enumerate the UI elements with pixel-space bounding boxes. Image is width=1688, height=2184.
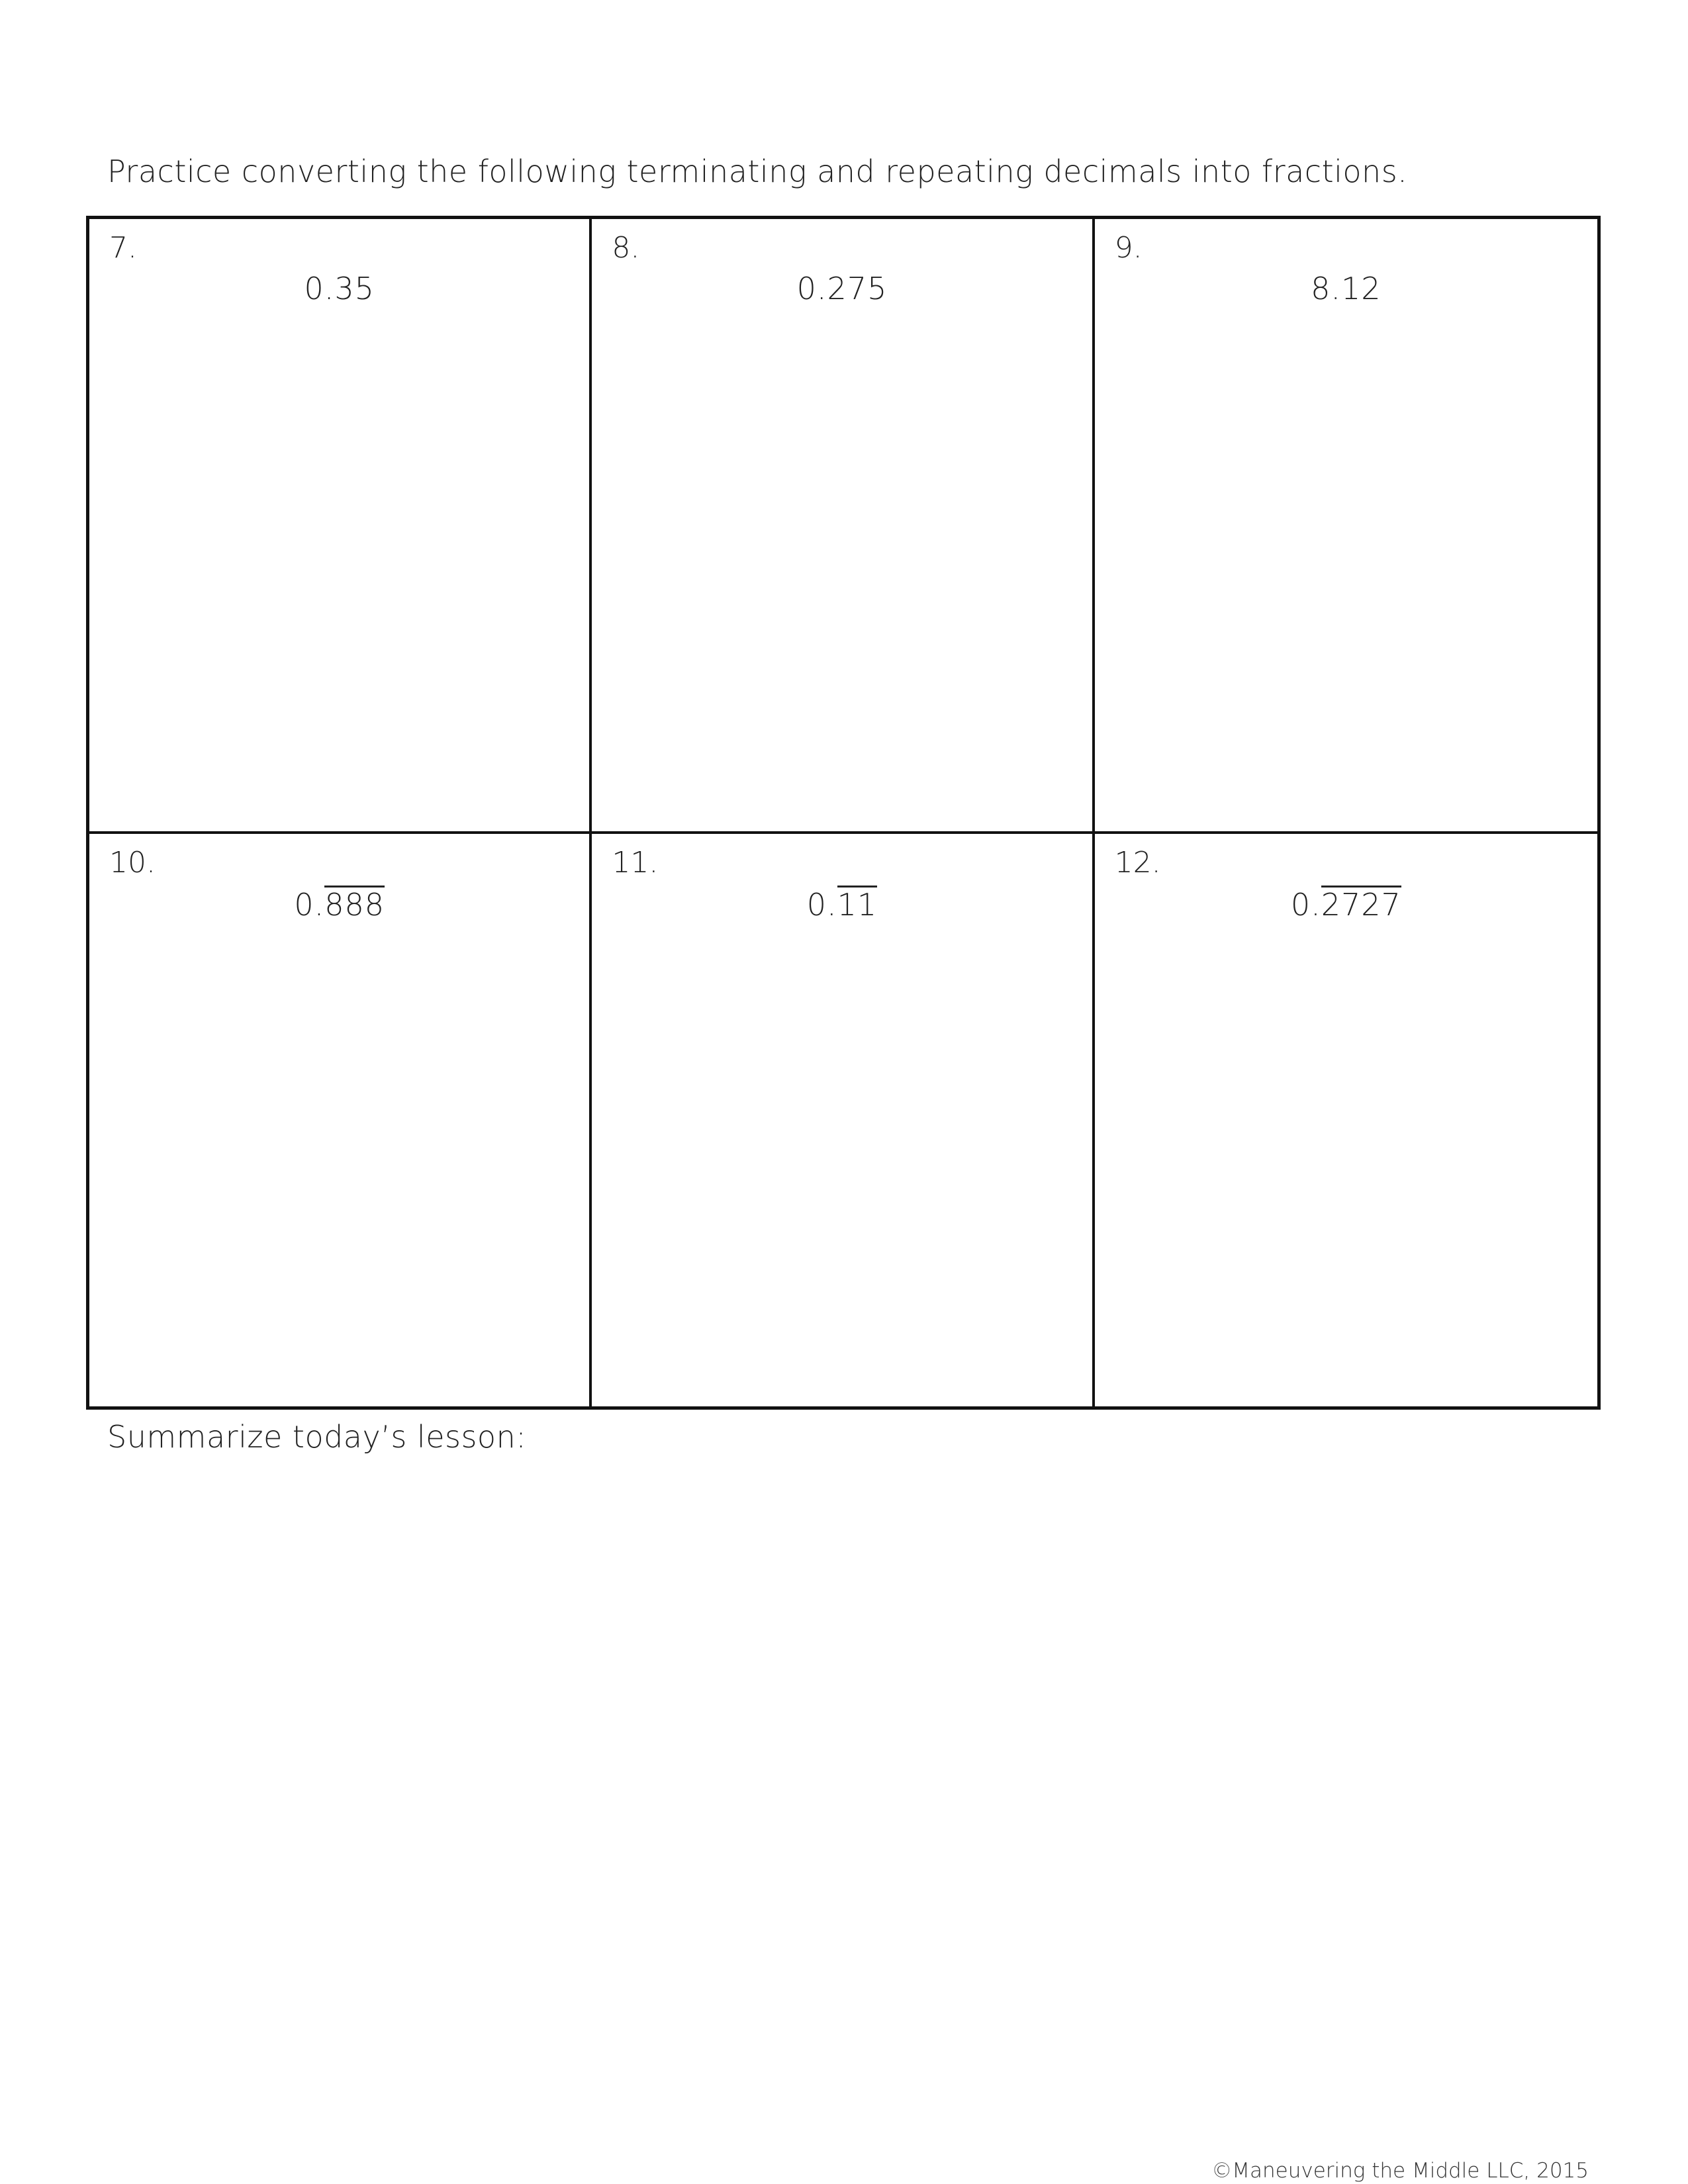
problem-number: 11.	[612, 846, 659, 880]
problem-cell-8[interactable]	[592, 219, 1094, 834]
problem-cell-10[interactable]	[89, 834, 592, 1406]
problem-number: 7.	[109, 231, 137, 265]
decimal-digits: 0.275	[796, 271, 888, 306]
problem-number: 12.	[1114, 846, 1161, 880]
repeating-digits: 11	[837, 887, 878, 923]
decimal-digits: 0.	[294, 887, 325, 923]
problem-cell-7[interactable]	[89, 219, 592, 834]
summary-prompt: Summarize today’s lesson:	[107, 1419, 527, 1455]
problem-number: 10.	[109, 846, 156, 880]
problem-number: 8.	[612, 231, 640, 265]
problem-number: 9.	[1114, 231, 1143, 265]
problem-decimal	[89, 886, 589, 923]
decimal-digits: 8.12	[1311, 271, 1382, 306]
decimal-digits: 0.35	[304, 271, 375, 306]
problem-decimal	[592, 271, 1092, 306]
instructions-text: Practice converting the following terminating and repeating decimals into fractions.	[107, 154, 1408, 189]
copyright-footer: ©Maneuvering the Middle LLC, 2015	[1211, 2159, 1589, 2183]
problem-decimal	[1095, 886, 1597, 923]
problem-decimal	[1095, 271, 1597, 306]
problem-cell-9[interactable]	[1095, 219, 1597, 834]
decimal-digits: 0.	[1290, 887, 1321, 923]
problem-cell-12[interactable]	[1095, 834, 1597, 1406]
problem-decimal	[89, 271, 589, 306]
decimal-digits: 0.	[806, 887, 837, 923]
problem-cell-11[interactable]	[592, 834, 1094, 1406]
problem-decimal	[592, 886, 1092, 923]
repeating-digits: 888	[324, 887, 385, 923]
repeating-digits: 2727	[1321, 887, 1401, 923]
problem-grid	[86, 216, 1601, 1410]
